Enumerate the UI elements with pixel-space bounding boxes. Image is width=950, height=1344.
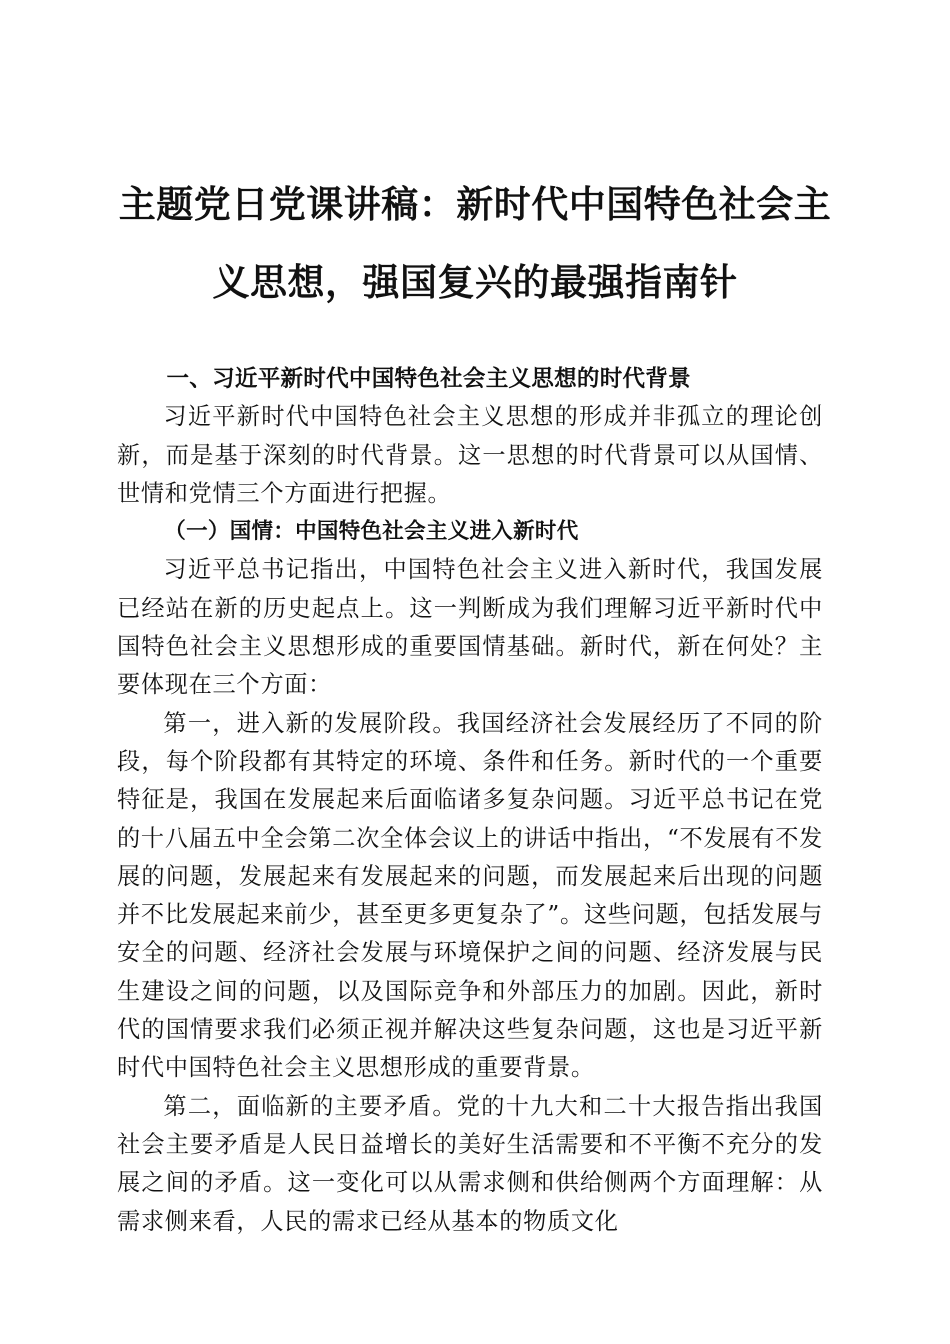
section-heading: 一、习近平新时代中国特色社会主义思想的时代背景 — [166, 366, 691, 392]
body-paragraph: 第一，进入新的发展阶段。我国经济社会发展经历了不同的阶段，每个阶段都有其特定的环境、条件和任务。新时代的一个重要特征是，我国在发展起来后面临诸多复杂问题。习近平总书记在党的十八届五中全会第二次全体会议上的讲话中指出，“不发展有不发展的问题，发展起来有发展起来的问题，而发展起来后出现的问题并不比发展起来前少，甚至更多更复杂了”。这些问题，包括发展与安全的问题、经济社会发展与环境保护之间的问题、经济发展与民生建设之间的问题，以及国际竞争和外部压力的加剧。因此，新时代的国情要求我们必须正视并解决这些复杂问题，这也是习近平新时代中国特色社会主义思想形成的重要背景。 — [117, 709, 823, 1082]
body-paragraph: 习近平总书记指出，中国特色社会主义进入新时代，我国发展已经站在新的历史起点上。这一判断成为我们理解习近平新时代中国特色社会主义思想形成的重要国情基础。新时代，新在何处？主要体现在三个方面： — [117, 556, 823, 699]
body-paragraph: 第二，面临新的主要矛盾。党的十九大和二十大报告指出我国社会主要矛盾是人民日益增长的美好生活需要和不平衡不充分的发展之间的矛盾。这一变化可以从需求侧和供给侧两个方面理解：从需求侧来看，人民的需求已经从基本的物质文化 — [117, 1092, 823, 1235]
section-intro-paragraph: 习近平新时代中国特色社会主义思想的形成并非孤立的理论创新，而是基于深刻的时代背景。这一思想的时代背景可以从国情、世情和党情三个方面进行把握。 — [117, 403, 823, 507]
subsection-heading: （一）国情：中国特色社会主义进入新时代 — [164, 519, 579, 545]
document-body — [117, 360, 823, 1241]
document-title: 主题党日党课讲稿：新时代中国特色社会主义思想，强国复兴的最强指南针 — [118, 182, 832, 304]
